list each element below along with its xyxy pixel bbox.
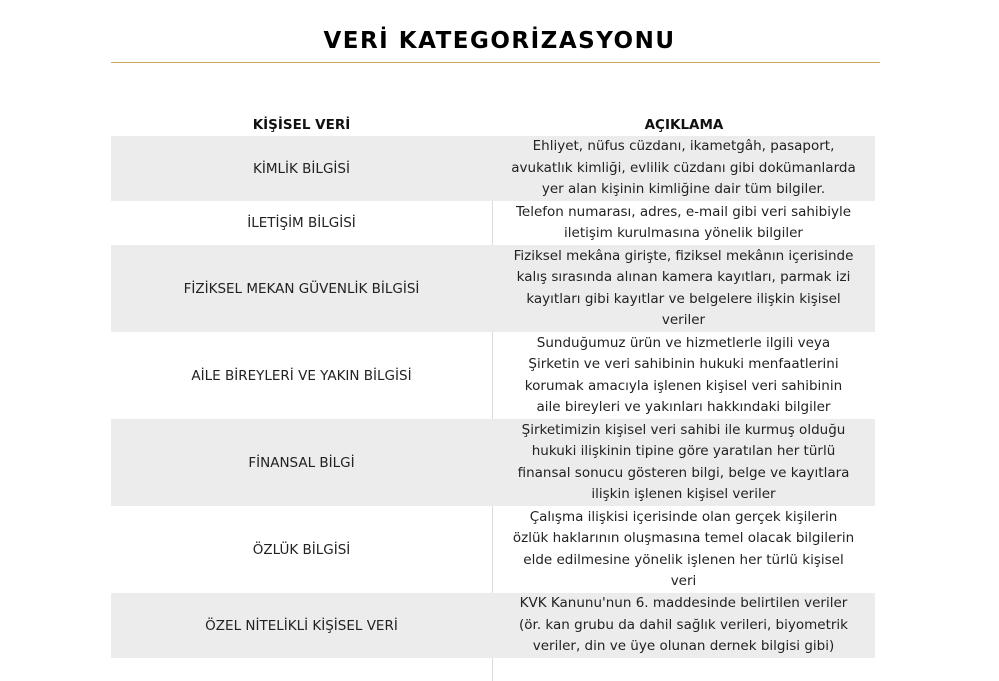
description-line: özlük haklarının oluşmasına temel olacak bilgilerin bbox=[512, 530, 855, 546]
description-line: Ehliyet, nüfus cüzdanı, ikametgâh, pasaport, bbox=[532, 138, 835, 155]
description-line: yer alan kişinin kimliğine dair tüm bilgiler. bbox=[541, 181, 826, 198]
category-description bbox=[492, 245, 875, 332]
table-row bbox=[111, 506, 875, 593]
category-description bbox=[492, 136, 875, 201]
description-line: korumak amacıyla işlenen kişisel veri sahibinin bbox=[524, 377, 843, 394]
category-label: ÖZLÜK BİLGİSİ bbox=[252, 541, 351, 558]
table-row bbox=[111, 136, 875, 201]
title-divider bbox=[111, 62, 880, 63]
description-line: Fiziksel mekâna girişte, fiziksel mekânın içerisinde bbox=[513, 247, 854, 264]
header-personal-data: KİŞİSEL VERİ bbox=[252, 117, 351, 133]
description-line: hukuki ilişkinin tipine göre yaratılan her türlü bbox=[531, 443, 836, 459]
description-line: veriler, din ve üye olunan dernek bilgisi gibi) bbox=[532, 638, 835, 655]
description-line: Telefon numarası, adres, e-mail gibi veri sahibiyle bbox=[515, 203, 852, 220]
description-line: finansal sonucu gösteren bilgi, belge ve kayıtlara bbox=[517, 464, 850, 481]
description-line: ilişkin işlenen kişisel veriler bbox=[591, 486, 776, 502]
category-label: FİNANSAL BİLGİ bbox=[248, 454, 355, 471]
page-title: VERİ KATEGORİZASYONU bbox=[323, 28, 676, 54]
table-row bbox=[111, 332, 875, 419]
description-line: Çalışma ilişkisi içerisinde olan gerçek kişilerin bbox=[529, 508, 838, 525]
description-line: Şirketin ve veri sahibinin hukuki menfaatlerini bbox=[528, 356, 839, 372]
description-line: Şirketimizin kişisel veri sahibi ile kurmuş olduğu bbox=[521, 421, 846, 438]
category-description bbox=[492, 332, 875, 419]
category-description bbox=[492, 593, 875, 658]
description-line: aile bireyleri ve yakınları hakkındaki bilgiler bbox=[536, 399, 831, 415]
category-label: İLETİŞİM BİLGİSİ bbox=[247, 215, 356, 231]
header-description: AÇIKLAMA bbox=[644, 117, 724, 133]
description-line: kalış sırasında alınan kamera kayıtları, parmak izi bbox=[516, 269, 851, 285]
description-line: elde edilmesine yönelik işlenen her türlü kişisel bbox=[523, 551, 844, 568]
category-label: FİZİKSEL MEKAN GÜVENLİK BİLGİSİ bbox=[183, 280, 420, 297]
category-label: AİLE BİREYLERİ VE YAKIN BİLGİSİ bbox=[191, 367, 412, 384]
description-line: Sunduğumuz ürün ve hizmetlerle ilgili veya bbox=[536, 334, 831, 351]
category-description bbox=[492, 419, 875, 506]
category-label: KİMLİK BİLGİSİ bbox=[253, 160, 350, 177]
category-description bbox=[492, 506, 875, 593]
description-line: veriler bbox=[661, 312, 706, 328]
description-line: (ör. kan grubu da dahil sağlık verileri, biyometrik bbox=[519, 616, 848, 633]
category-label: ÖZEL NİTELİKLİ KİŞİSEL VERİ bbox=[205, 617, 398, 634]
description-line: iletişim kurulmasına yönelik bilgiler bbox=[564, 225, 803, 241]
table-row bbox=[111, 245, 875, 332]
table-row bbox=[111, 593, 875, 658]
table-row bbox=[111, 201, 875, 245]
table-row bbox=[111, 419, 875, 506]
description-line: kayıtları gibi kayıtlar ve belgelere ilişkin kişisel bbox=[526, 290, 841, 307]
category-description bbox=[492, 201, 875, 245]
description-line: KVK Kanunu'nun 6. maddesinde belirtilen veriler bbox=[519, 595, 848, 612]
description-line: avukatlık kimliği, evlilik cüzdanı gibi dokümanlarda bbox=[511, 159, 856, 176]
description-line: veri bbox=[670, 573, 697, 589]
